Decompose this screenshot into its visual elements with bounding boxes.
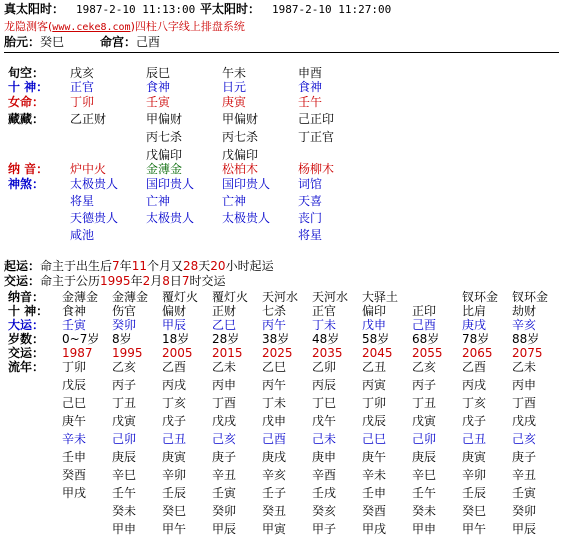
luck-jiaoyun-1: 1995 [112,346,143,360]
liunian-cell: 乙巳 [262,360,287,374]
liunian-cell: 辛未 [62,432,87,446]
taiyuan-row: 胎元：癸巳 [4,35,65,49]
luck-jiaoyun-2: 2005 [162,346,193,360]
liunian-cell: 戊子 [462,414,487,428]
pillar-nayin-2: 松柏木 [222,162,259,176]
liunian-cell: 壬戌 [312,486,337,500]
luck-label-shishen: 十 神： [8,304,49,318]
liunian-cell: 丁亥 [462,396,487,410]
luck-nayin-9: 钗环金 [512,290,549,304]
liunian-cell: 庚寅 [162,450,187,464]
liunian-cell: 癸巳 [462,504,487,518]
pillar-shishen-3: 食神 [298,80,323,94]
liunian-cell: 戊戌 [212,414,237,428]
liunian-cell: 戊午 [312,414,337,428]
luck-label-suishu: 岁数： [8,332,45,346]
liunian-cell: 乙酉 [462,360,487,374]
pillar-zang-row1-2: 甲偏财 [222,112,259,126]
luck-dayun-3: 乙巳 [212,318,237,332]
liunian-cell: 癸卯 [512,504,537,518]
liunian-cell: 壬辰 [162,486,187,500]
liunian-cell: 庚辰 [112,450,137,464]
luck-jiaoyun-0: 1987 [62,346,93,360]
pillar-zang-row1-1: 甲偏财 [146,112,183,126]
luck-nayin-2: 覆灯火 [162,290,199,304]
pillar-nvming-0: 丁卯 [70,95,95,109]
liunian-cell: 戊寅 [412,414,437,428]
liunian-cell: 戊辰 [362,414,387,428]
shensha-item: 天喜 [298,194,323,208]
luck-suishu-0: 0~7岁 [62,332,100,346]
luck-label-liunian: 流年： [8,360,45,374]
liunian-cell: 壬午 [112,486,137,500]
liunian-cell: 壬午 [412,486,437,500]
liunian-cell: 辛巳 [112,468,137,482]
pillar-nvming-1: 壬寅 [146,95,171,109]
pillar-nayin-0: 炉中火 [70,162,107,176]
liunian-cell: 癸酉 [62,468,87,482]
liunian-cell: 癸卯 [212,504,237,518]
liunian-cell: 壬申 [362,486,387,500]
shensha-item: 国印贵人 [222,177,271,191]
liunian-cell: 乙卯 [312,360,337,374]
minggong-row: 命宫：己酉 [100,35,161,49]
luck-shishen-3: 正财 [212,304,237,318]
luck-nayin-1: 金薄金 [112,290,149,304]
shensha-item: 天德贵人 [70,211,119,225]
liunian-cell: 癸酉 [362,504,387,518]
liunian-cell: 乙丑 [362,360,387,374]
liunian-cell: 甲辰 [212,522,237,536]
luck-jiaoyun-7: 2055 [412,346,443,360]
pillar-shishen-0: 正官 [70,80,95,94]
liunian-cell: 丁酉 [212,396,237,410]
liunian-cell: 辛亥 [262,468,287,482]
liunian-cell: 丙午 [262,378,287,392]
luck-shishen-1: 伤官 [112,304,137,318]
liunian-cell: 辛未 [362,468,387,482]
pillar-zang-row2-3: 丁正官 [298,130,335,144]
liunian-cell: 丁亥 [162,396,187,410]
liunian-cell: 癸未 [112,504,137,518]
divider-top [4,52,559,53]
liunian-cell: 乙未 [512,360,537,374]
liunian-cell: 丙申 [212,378,237,392]
liunian-cell: 甲申 [112,522,137,536]
liunian-cell: 壬申 [62,450,87,464]
liunian-cell: 丁巳 [312,396,337,410]
liunian-cell: 丙戌 [162,378,187,392]
shensha-item: 词馆 [298,177,323,191]
shensha-item: 咸池 [70,228,95,242]
liunian-cell: 癸未 [412,504,437,518]
shensha-item: 太极贵人 [70,177,119,191]
liunian-cell: 甲戌 [362,522,387,536]
liunian-cell: 庚子 [512,450,537,464]
luck-shishen-9: 劫财 [512,304,537,318]
pillar-zang-row1-3: 己正印 [298,112,335,126]
luck-shishen-6: 偏印 [362,304,387,318]
liunian-cell: 己亥 [512,432,537,446]
liunian-cell: 丙申 [512,378,537,392]
liunian-cell: 庚午 [62,414,87,428]
liunian-cell: 甲戌 [62,486,87,500]
liunian-cell: 辛卯 [462,468,487,482]
luck-nayin-8: 钗环金 [462,290,499,304]
true-solar-label: 真太阳时： [4,2,65,16]
liunian-cell: 辛丑 [212,468,237,482]
shensha-item: 亡神 [222,194,247,208]
liunian-cell: 辛卯 [162,468,187,482]
liunian-cell: 己丑 [462,432,487,446]
luck-suishu-2: 18岁 [162,332,190,346]
liunian-cell: 壬辰 [462,486,487,500]
true-solar-value: 1987-2-10 11:13:00 [76,3,196,16]
luck-nayin-4: 天河水 [262,290,299,304]
row-label-zangcang: 藏藏： [8,112,45,126]
pillar-nvming-3: 壬午 [298,95,323,109]
liunian-cell: 戊寅 [112,414,137,428]
jiaoyun-row: 交运：命主于公历1995年2月8日7时交运 [4,274,226,288]
pillar-nvming-2: 庚寅 [222,95,247,109]
liunian-cell: 己酉 [262,432,287,446]
luck-jiaoyun-9: 2075 [512,346,543,360]
luck-label-jiaoyun: 交运： [8,346,45,360]
liunian-cell: 丁卯 [62,360,87,374]
liunian-cell: 壬寅 [212,486,237,500]
luck-dayun-6: 戊申 [362,318,387,332]
luck-jiaoyun-6: 2045 [362,346,393,360]
liunian-cell: 壬子 [262,486,287,500]
luck-shishen-5: 正官 [312,304,337,318]
luck-nayin-0: 金薄金 [62,290,99,304]
pillar-zang-row3-2: 戊偏印 [222,148,259,162]
luck-shishen-0: 食神 [62,304,87,318]
liunian-cell: 己丑 [162,432,187,446]
liunian-cell: 甲申 [412,522,437,536]
pillar-xunkong-1: 辰巳 [146,66,171,80]
luck-dayun-0: 壬寅 [62,318,87,332]
liunian-cell: 辛丑 [512,468,537,482]
liunian-cell: 庚寅 [462,450,487,464]
liunian-cell: 戊戌 [512,414,537,428]
liunian-cell: 癸亥 [312,504,337,518]
liunian-cell: 戊子 [162,414,187,428]
liunian-cell: 丁未 [262,396,287,410]
luck-shishen-7: 正印 [412,304,437,318]
pillar-zang-row2-2: 丙七杀 [222,130,259,144]
mean-solar-value: 1987-2-10 11:27:00 [272,3,392,16]
luck-nayin-3: 覆灯火 [212,290,249,304]
liunian-cell: 乙未 [212,360,237,374]
luck-suishu-3: 28岁 [212,332,240,346]
liunian-cell: 戊申 [262,414,287,428]
luck-shishen-4: 七杀 [262,304,287,318]
luck-suishu-1: 8岁 [112,332,132,346]
luck-dayun-8: 庚戌 [462,318,487,332]
liunian-cell: 丁酉 [512,396,537,410]
row-label-xunkong: 旬空： [8,66,45,80]
row-label-nvming: 女命： [8,95,45,109]
luck-suishu-4: 38岁 [262,332,290,346]
liunian-cell: 甲寅 [262,522,287,536]
shensha-item: 丧门 [298,211,323,225]
pillar-nayin-1: 金薄金 [146,162,183,176]
luck-label-dayun: 大运： [8,318,45,332]
pillar-shishen-2: 日元 [222,80,247,94]
luck-suishu-8: 78岁 [462,332,490,346]
shensha-item: 太极贵人 [146,211,195,225]
liunian-cell: 丙戌 [462,378,487,392]
liunian-cell: 癸巳 [162,504,187,518]
shensha-item: 亡神 [146,194,171,208]
luck-jiaoyun-8: 2065 [462,346,493,360]
liunian-cell: 甲辰 [512,522,537,536]
liunian-cell: 庚子 [212,450,237,464]
liunian-cell: 己卯 [412,432,437,446]
liunian-cell: 丙子 [112,378,137,392]
luck-nayin-5: 天河水 [312,290,349,304]
shensha-item: 将星 [298,228,323,242]
liunian-cell: 己巳 [62,396,87,410]
row-label-shishen: 十 神： [8,80,49,94]
pillar-xunkong-2: 午未 [222,66,247,80]
pillar-nayin-3: 杨柳木 [298,162,335,176]
row-label-shensha: 神煞： [8,177,45,191]
pillar-xunkong-3: 申酉 [298,66,323,80]
liunian-cell: 庚申 [312,450,337,464]
liunian-cell: 丁丑 [112,396,137,410]
pillar-shishen-1: 食神 [146,80,171,94]
site-link[interactable]: www.ceke8.com [52,22,131,33]
liunian-cell: 甲子 [312,522,337,536]
shensha-item: 国印贵人 [146,177,195,191]
liunian-cell: 庚戌 [262,450,287,464]
luck-jiaoyun-5: 2035 [312,346,343,360]
liunian-cell: 戊辰 [62,378,87,392]
luck-jiaoyun-3: 2015 [212,346,243,360]
luck-dayun-1: 癸卯 [112,318,137,332]
luck-dayun-9: 辛亥 [512,318,537,332]
liunian-cell: 己亥 [212,432,237,446]
pillar-zang-row2-1: 丙七杀 [146,130,183,144]
liunian-cell: 庚午 [362,450,387,464]
pillar-xunkong-0: 戌亥 [70,66,95,80]
liunian-cell: 癸丑 [262,504,287,518]
liunian-cell: 乙酉 [162,360,187,374]
luck-shishen-8: 比肩 [462,304,487,318]
liunian-cell: 己未 [312,432,337,446]
luck-nayin-6: 大驿土 [362,290,399,304]
qiyun-row: 起运：命主于出生后7年11个月又28天20小时起运 [4,259,274,273]
mean-solar-label: 平太阳时： [200,2,261,16]
liunian-cell: 庚辰 [412,450,437,464]
liunian-cell: 乙亥 [112,360,137,374]
liunian-cell: 丙子 [412,378,437,392]
luck-dayun-4: 丙午 [262,318,287,332]
luck-dayun-5: 丁未 [312,318,337,332]
liunian-cell: 甲午 [162,522,187,536]
row-label-nayin: 纳 音： [8,162,49,176]
shensha-item: 太极贵人 [222,211,271,225]
luck-label-nayin: 纳音： [8,290,45,304]
pillar-zang-row3-1: 戊偏印 [146,148,183,162]
liunian-cell: 壬寅 [512,486,537,500]
luck-suishu-7: 68岁 [412,332,440,346]
liunian-cell: 丁卯 [362,396,387,410]
pillar-zang-row1-0: 乙正财 [70,112,107,126]
luck-jiaoyun-4: 2025 [262,346,293,360]
liunian-cell: 甲午 [462,522,487,536]
luck-dayun-2: 甲辰 [162,318,187,332]
liunian-cell: 丙辰 [312,378,337,392]
liunian-cell: 辛巳 [412,468,437,482]
liunian-cell: 辛酉 [312,468,337,482]
shensha-item: 将星 [70,194,95,208]
liunian-cell: 己巳 [362,432,387,446]
luck-shishen-2: 偏财 [162,304,187,318]
site-title: 龙隐测客(www.ceke8.com)四柱八字线上排盘系统 [4,20,245,33]
liunian-cell: 丁丑 [412,396,437,410]
luck-suishu-9: 88岁 [512,332,540,346]
liunian-cell: 乙亥 [412,360,437,374]
liunian-cell: 己卯 [112,432,137,446]
luck-dayun-7: 己酉 [412,318,437,332]
luck-suishu-6: 58岁 [362,332,390,346]
liunian-cell: 丙寅 [362,378,387,392]
luck-suishu-5: 48岁 [312,332,340,346]
